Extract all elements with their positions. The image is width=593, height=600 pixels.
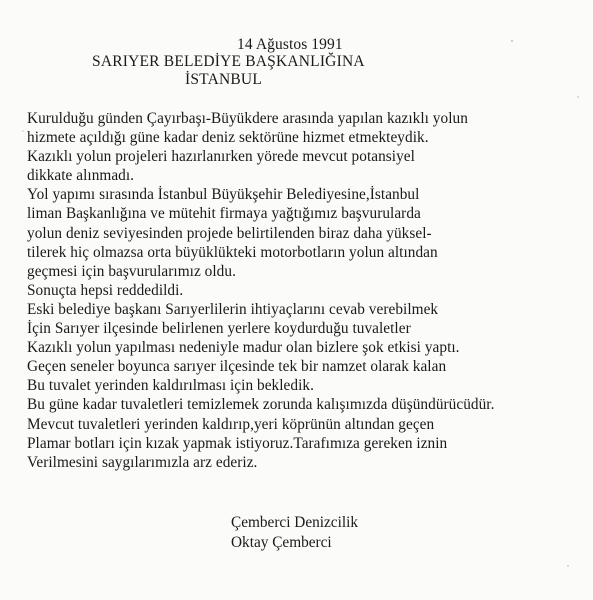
body-line: geçmesi için başvurularımız oldu. [27,262,236,280]
body-line: Bu güne kadar tuvaletleri temizlemek zorunda kalışımızda düşündürücüdür. [27,396,495,414]
body-line: Geçen seneler boyunca sarıyer ilçesinde tek bir namzet olarak kalan [27,358,447,376]
body-line: dikkate alınmadı. [27,167,135,185]
body-line: Yol yapımı sırasında İstanbul Büyükşehir Belediyesine,İstanbul [27,186,420,204]
letter-date: 14 Ağustos 1991 [237,36,343,53]
body-line: Kurulduğu günden Çayırbaşı-Büyükdere arasında yapılan kazıklı yolun [27,110,468,127]
body-line: Mevcut tuvaletleri yerinden kaldırıp,yeri köprünün altından geçen [27,415,435,433]
recipient-city: İSTANBUL [185,71,262,88]
body-line: Bu tuvalet yerinden kaldırılması için bekledik. [27,377,314,395]
body-line: liman Başkanlığına ve mütehit firmaya yağtığımız başvurularda [27,205,421,223]
body-line: Sonuçta hepsi reddedildi. [27,281,184,299]
body-line: yolun deniz seviyesinden projede belirtilenden biraz daha yüksel- [27,224,432,242]
body-line: Eski belediye başkanı Sarıyerlilerin ihtiyaçlarını cevab verebilmek [27,300,439,318]
signature-name: Oktay Çemberci [231,534,332,551]
body-line: İçin Sarıyer ilçesinde belirlenen yerlere koydurduğu tuvaletler [27,320,411,338]
recipient-title: SARIYER BELEDİYE BAŞKANLIĞINA [92,53,365,70]
signature-company: Çemberci Denizcilik [231,514,358,531]
body-line: tilerek hiç olmazsa orta büyüklükteki motorbotların yolun altından [27,243,438,261]
body-line: Verilmesini saygılarımızla arz ederiz. [27,453,258,471]
body-line: Plamar botları için kızak yapmak istiyoruz.Tarafımıza gereken iznin [27,434,448,452]
letter-body [27,109,494,472]
body-line: Kazıklı yolun yapılması nedeniyle madur olan bizlere şok etkisi yaptı. [27,339,460,357]
body-line: hizmete açıldığı güne kadar deniz sektörüne hizmet etmekteydik. [27,129,429,147]
body-line: Kazıklı yolun projeleri hazırlanırken yörede mevcut potansiyel [27,148,415,166]
